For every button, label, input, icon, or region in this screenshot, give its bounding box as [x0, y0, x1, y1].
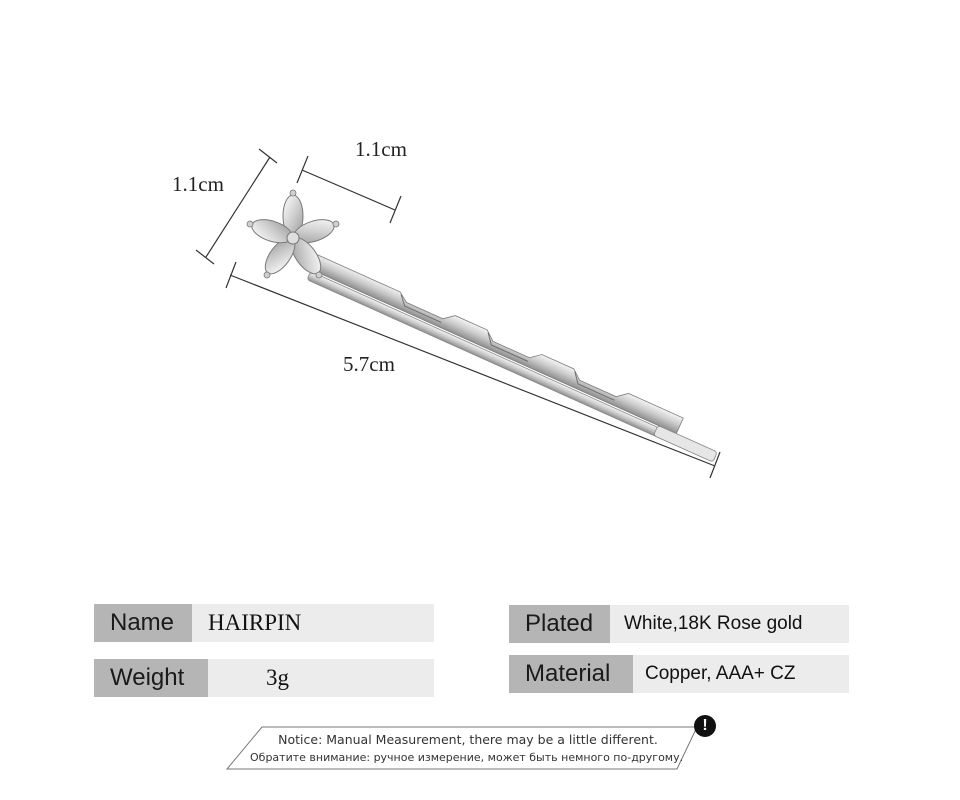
length-label: 5.7cm [343, 352, 395, 376]
spec-label-material: Material [509, 655, 633, 693]
spec-row-name [94, 604, 434, 642]
spec-label-plated: Plated [509, 605, 610, 643]
spec-value-name: HAIRPIN [192, 604, 434, 642]
spec-label-name: Name [94, 604, 192, 642]
spec-value-weight: 3g [208, 659, 434, 697]
spec-row-weight [94, 659, 434, 697]
notice-text-ru: Обратите внимание: ручное измерение, может быть немного по-другому. [250, 751, 684, 764]
flower-height-label: 1.1cm [172, 172, 224, 196]
spec-label-weight: Weight [94, 659, 208, 697]
exclamation-icon: ! [694, 715, 716, 737]
measurement-notice [222, 712, 722, 774]
flower-width-label: 1.1cm [355, 137, 407, 161]
spec-value-plated: White,18K Rose gold [610, 605, 849, 643]
flower-width-line [302, 170, 395, 210]
notice-text-en: Notice: Manual Measurement, there may be a little different. [278, 732, 658, 747]
spec-value-material: Copper, AAA+ CZ [633, 655, 849, 693]
length-line [230, 275, 715, 466]
spec-row-plated [509, 605, 849, 643]
spec-row-material [509, 655, 849, 693]
